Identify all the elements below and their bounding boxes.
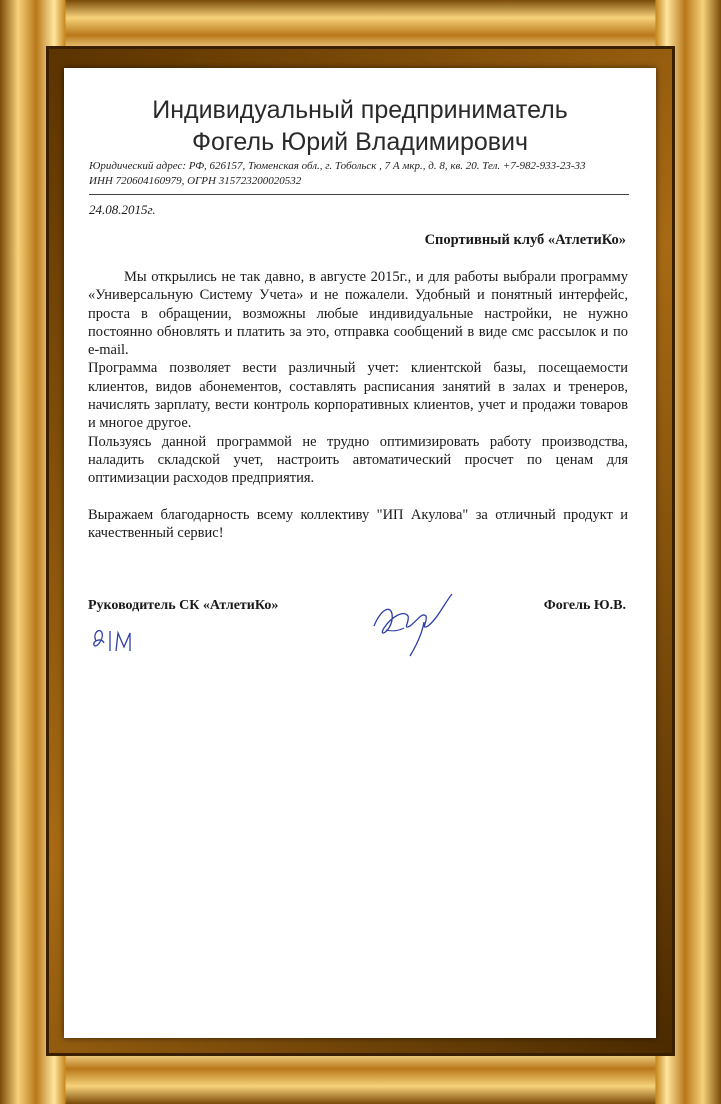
signer-position: Руководитель СК «АтлетиКо»	[88, 598, 279, 613]
paragraph: Мы открылись не так давно, в августе 2015г., и для работы выбрали программу «Универсальную Систему Учета» и не пожалели. Удобный и понятный интерфейс, проста в обращении, возможны любые индивидуальные настройки, не нужно постоянно обновлять и платить за это, отправка сообщений в виде смс рассылок и по e-mail.	[88, 269, 628, 359]
addressee: Спортивный клуб «АтлетиКо»	[424, 232, 626, 248]
letterhead-address: Юридический адрес: РФ, 626157, Тюменская обл., г. Тобольск , 7 А мкр., д. 8, кв. 20. Тел. +7-982-933-23-33	[89, 160, 586, 172]
letter-paper	[64, 68, 656, 1038]
paragraph: Программа позволяет вести различный учет: клиентской базы, посещаемости клиентов, видов абонементов, составлять расписания занятий в залах и тренеров, начислять зарплату, вести контроль корпоративных клиентов, учет и продажи товаров и многое другое.	[88, 360, 628, 432]
paragraph: Выражаем благодарность всему коллективу "ИП Акулова" за отличный продукт и качественный сервис!	[88, 506, 628, 541]
letterhead-name: Фогель Юрий Владимирович	[191, 128, 529, 156]
handwritten-initials	[90, 623, 150, 653]
letter-content	[64, 68, 656, 1038]
signer-name: Фогель Ю.В.	[543, 598, 626, 613]
header-divider	[89, 194, 629, 195]
letterhead-ids: ИНН 720604160979, ОГРН 315723200020532	[89, 175, 302, 187]
letter-body	[88, 268, 628, 542]
paragraph: Пользуясь данной программой не трудно оптимизировать работу производства, наладить складской учет, настроить автоматический просчет по ценам для оптимизации расходов предприятия.	[88, 433, 628, 487]
letterhead-title: Индивидуальный предприниматель	[152, 96, 568, 124]
handwritten-signature	[364, 586, 464, 658]
letter-date: 24.08.2015г.	[89, 202, 156, 217]
